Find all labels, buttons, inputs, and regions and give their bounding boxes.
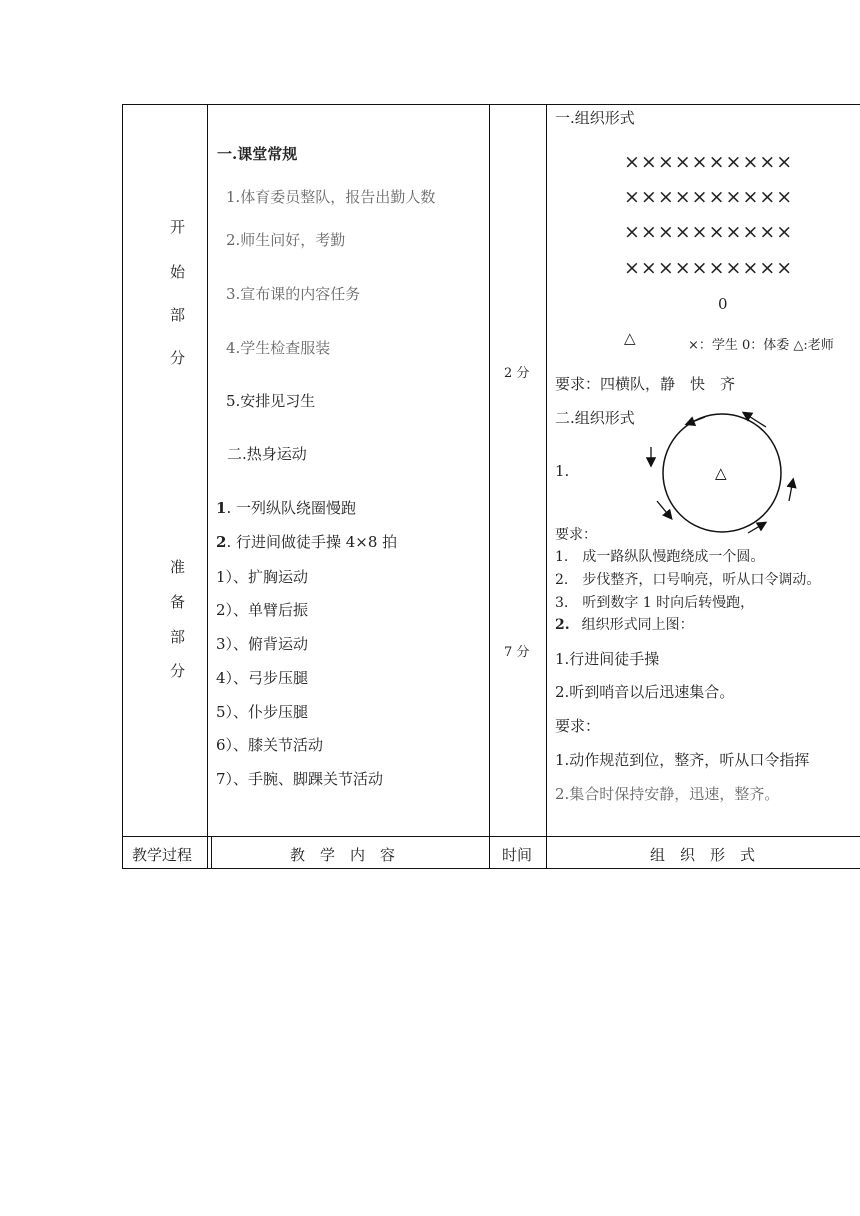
org-heading-2: 二.组织形式 [555,409,635,427]
routine-heading: 一.课堂常规 [217,145,298,163]
table-border-top [122,104,860,105]
org-heading-1: 一.组织形式 [555,109,635,127]
table-col-divider-2 [489,104,490,869]
phase-char: 部 [170,306,186,324]
warmup-heading: 二.热身运动 [227,445,307,463]
heading-text: 组织形式同上图： [581,617,694,633]
header-organization: 组 织 形 式 [650,846,756,864]
routine-item: 2.师生问好，考勤 [226,231,346,249]
header-time: 时间 [502,846,533,864]
heading-number: 2. [555,617,570,633]
student-row: ×××××××××× [624,186,794,208]
routine-item: 3.宣布课的内容任务 [226,285,361,303]
warmup-sub-item: 1）、扩胸运动 [216,568,309,586]
phase-char: 分 [170,662,186,680]
teacher-triangle-icon: △ [715,464,727,482]
phase-char: 备 [170,593,186,611]
requirement-item: 2.集合时保持安静，迅速，整齐。 [555,785,780,803]
requirement-item: 2. 步伐整齐，口号响亮，听从口令调动。 [555,572,821,588]
warmup-item-number: 2 [216,533,227,551]
org-heading-3 [555,614,694,634]
table-border-left [122,104,123,869]
formation-legend: ×：学生 0：体委 △:老师 [688,338,834,353]
warmup-item-2 [216,531,397,552]
warmup-sub-item: 4）、弓步压腿 [216,669,309,687]
step-item: 1.行进间徒手操 [555,650,660,668]
phase-char: 分 [170,349,186,367]
run-arrow-icon [687,417,705,424]
table-border-header-top [122,836,860,837]
header-teaching-content: 教 学 内 容 [290,846,396,864]
requirement-item: 1. 成一路纵队慢跑绕成一个圆。 [555,549,765,565]
warmup-sub-item: 3）、俯背运动 [216,635,309,653]
warmup-item-text: . 一列纵队绕圈慢跑 [226,499,356,517]
run-arrow-icon [789,480,793,501]
student-row: ×××××××××× [624,221,794,243]
step-item: 2.听到哨音以后迅速集合。 [555,683,735,701]
routine-item: 5.安排见习生 [226,392,316,410]
table-col-divider-1b [211,836,212,869]
requirement-item: 1.动作规范到位，整齐，听从口令指挥 [555,751,810,769]
routine-item: 1.体育委员整队，报告出勤人数 [226,188,436,206]
table-col-divider-1 [207,104,208,869]
phase-char: 准 [170,558,186,576]
warmup-sub-item: 7）、手腕、脚踝关节活动 [216,770,384,788]
time-prep: 7 分 [504,645,530,660]
circle-run-diagram [630,405,805,540]
warmup-item-number: 1 [216,499,227,517]
warmup-sub-item: 2）、单臂后振 [216,601,309,619]
student-row: ×××××××××× [624,257,794,279]
header-teaching-process: 教学过程 [132,846,193,864]
warmup-sub-item: 6）、膝关节活动 [216,736,324,754]
table-col-divider-3 [546,104,547,869]
warmup-sub-item: 5）、仆步压腿 [216,703,309,721]
requirement-title: 要求： [555,527,597,543]
run-arrow-icon [657,501,671,518]
phase-char: 开 [170,218,186,236]
table-border-bottom [122,868,860,869]
committee-marker: 0 [718,295,728,313]
requirement-item: 3. 听到数字 1 时向后转慢跑， [555,595,755,611]
warmup-item-1 [216,497,356,518]
student-row: ×××××××××× [624,151,794,173]
formation-requirement: 要求：四横队，静 快 齐 [555,375,736,393]
phase-char: 部 [170,628,186,646]
phase-char: 始 [170,263,186,281]
warmup-item-text: . 行进间做徒手操 4×8 拍 [226,533,398,551]
circle-label: 1. [555,462,570,480]
time-start: 2 分 [504,366,530,381]
requirement-title: 要求： [555,717,601,735]
teacher-triangle-icon: △ [624,329,636,347]
routine-item: 4.学生检查服装 [226,339,331,357]
